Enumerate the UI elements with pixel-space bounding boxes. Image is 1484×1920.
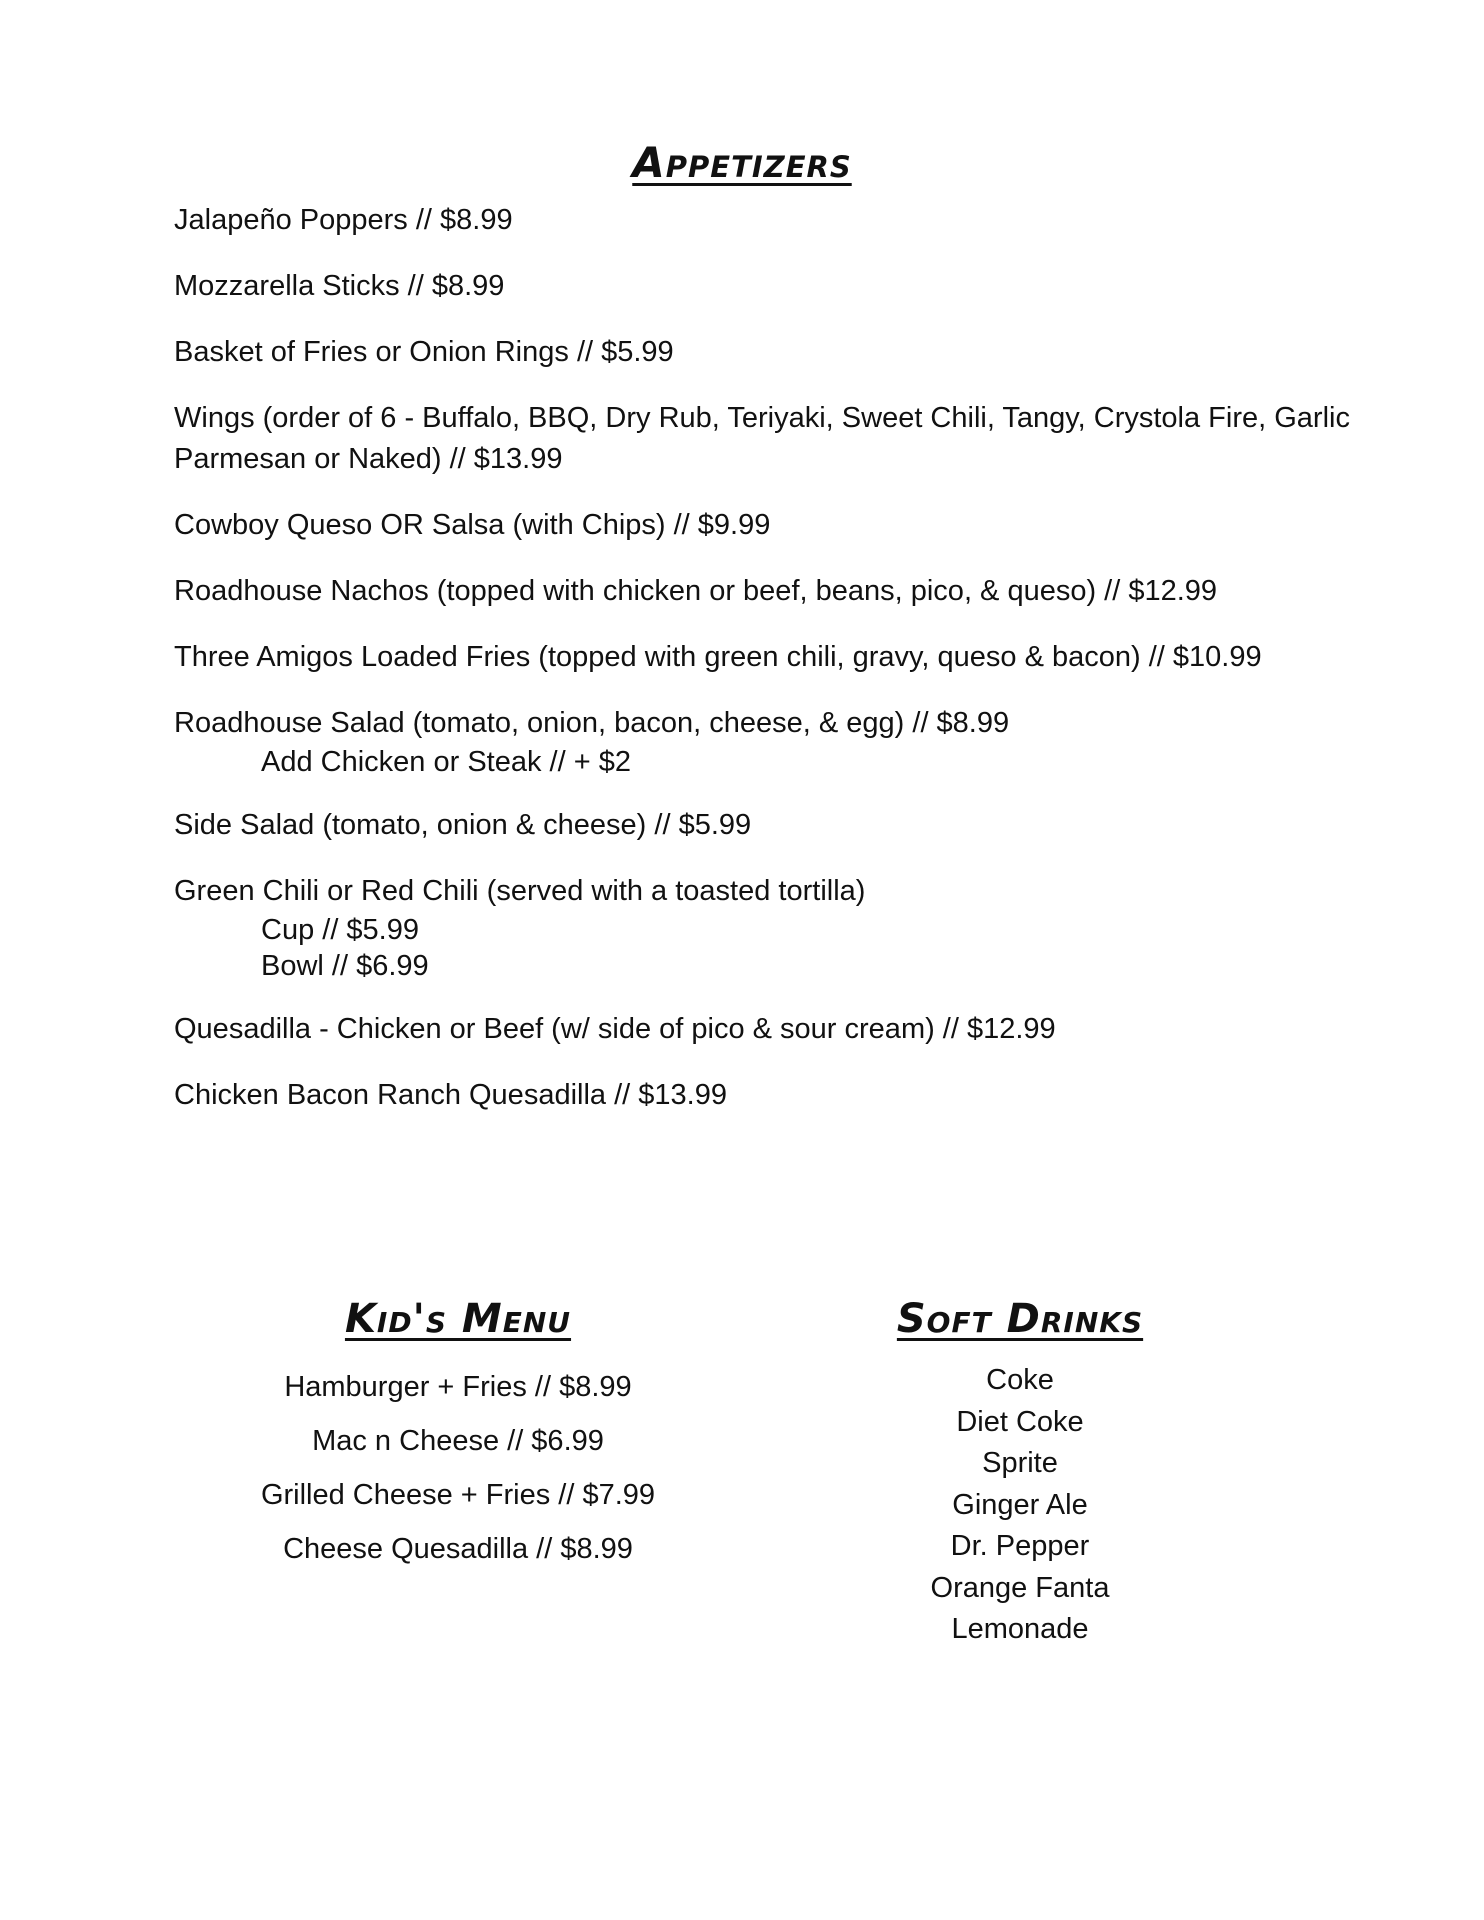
menu-item xyxy=(174,332,1394,373)
menu-item-text: Roadhouse Salad (tomato, onion, bacon, cheese, & egg) // $8.99 xyxy=(174,707,1010,739)
menu-item xyxy=(174,1075,1394,1116)
menu-item-text: Green Chili or Red Chili (served with a toasted tortilla) xyxy=(174,875,866,907)
appetizers-list xyxy=(174,200,1394,1141)
soft-drinks-list xyxy=(820,1360,1220,1651)
menu-item-text: Quesadilla - Chicken or Beef (w/ side of pico & sour cream) // $12.99 xyxy=(174,1013,1056,1045)
list-item: Cheese Quesadilla // $8.99 xyxy=(283,1533,633,1565)
menu-item xyxy=(174,266,1394,307)
kids-menu-section xyxy=(228,1296,688,1576)
menu-item-text: Side Salad (tomato, onion & cheese) // $5.99 xyxy=(174,809,752,841)
kids-menu-heading: Kid's Menu xyxy=(344,1296,572,1342)
menu-item-text: Wings (order of 6 - Buffalo, BBQ, Dry Rub, Teriyaki, Sweet Chili, Tangy, Crystola Fire, Garlic Parmesan or Naked) // $13.99 xyxy=(174,402,1350,475)
list-item: Lemonade xyxy=(951,1613,1089,1645)
menu-item-option: Add Chicken or Steak // + $2 xyxy=(261,746,631,778)
menu-item-text: Jalapeño Poppers // $8.99 xyxy=(174,204,513,236)
menu-item xyxy=(174,398,1394,480)
list-item: Mac n Cheese // $6.99 xyxy=(312,1425,604,1457)
menu-item xyxy=(174,571,1394,612)
list-item: Diet Coke xyxy=(956,1405,1084,1438)
soft-drinks-section xyxy=(820,1296,1220,1651)
menu-item-text: Roadhouse Nachos (topped with chicken or beef, beans, pico, & queso) // $12.99 xyxy=(174,575,1218,607)
kids-menu-list xyxy=(228,1360,688,1576)
menu-item-text: Chicken Bacon Ranch Quesadilla // $13.99 xyxy=(174,1079,727,1111)
menu-item-text: Three Amigos Loaded Fries (topped with green chili, gravy, queso & bacon) // $10.99 xyxy=(174,641,1262,673)
menu-item-option: Bowl // $6.99 xyxy=(261,950,429,982)
list-item: Grilled Cheese + Fries // $7.99 xyxy=(260,1479,656,1511)
soft-drinks-heading: Soft Drinks xyxy=(896,1296,1144,1342)
menu-item xyxy=(174,505,1394,546)
menu-item xyxy=(174,1009,1394,1050)
list-item: Ginger Ale xyxy=(952,1488,1088,1521)
menu-item-option: Cup // $5.99 xyxy=(261,914,419,946)
menu-item xyxy=(174,871,1394,984)
appetizers-heading: Appetizers xyxy=(632,138,852,187)
list-item: Sprite xyxy=(982,1447,1058,1479)
menu-item xyxy=(174,805,1394,846)
menu-item xyxy=(174,200,1394,241)
list-item: Hamburger + Fries // $8.99 xyxy=(284,1371,632,1403)
menu-item xyxy=(174,703,1394,780)
menu-item-text: Mozzarella Sticks // $8.99 xyxy=(174,270,505,302)
menu-item-text: Cowboy Queso OR Salsa (with Chips) // $9.99 xyxy=(174,509,771,541)
list-item: Dr. Pepper xyxy=(950,1530,1090,1562)
menu-item xyxy=(174,637,1394,678)
list-item: Orange Fanta xyxy=(930,1571,1110,1604)
list-item: Coke xyxy=(986,1364,1054,1396)
menu-item-text: Basket of Fries or Onion Rings // $5.99 xyxy=(174,336,674,368)
